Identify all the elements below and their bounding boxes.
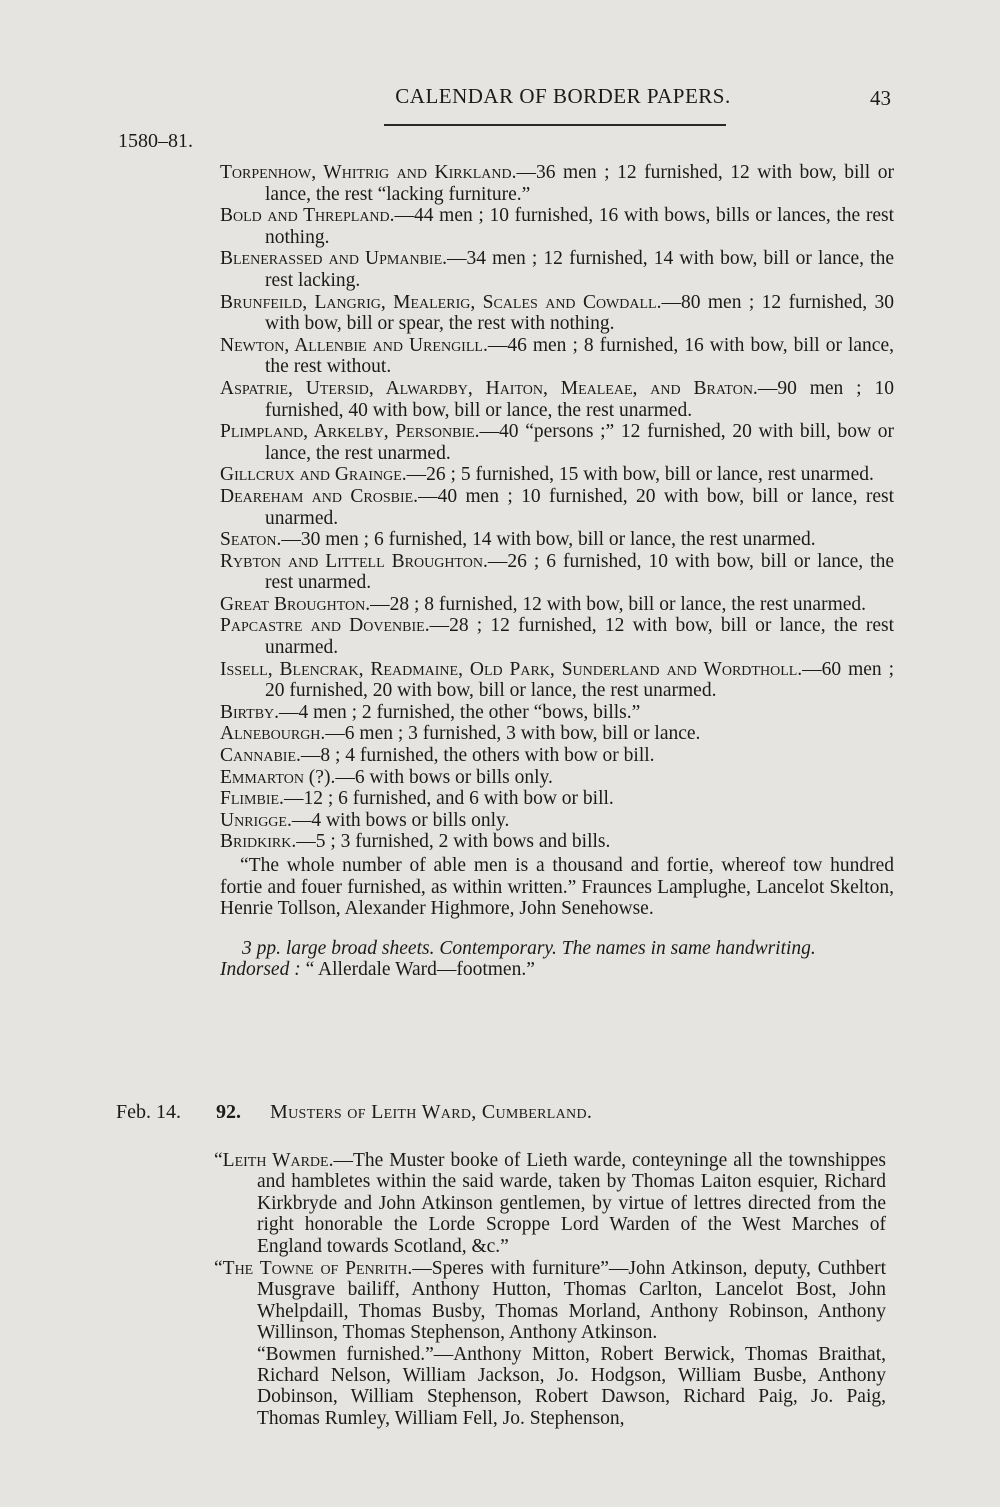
entry-place: Plimpland, Arkelby, Personbie.	[220, 421, 480, 443]
document-body	[214, 1150, 886, 1430]
entry-place: Aspatrie, Utersid, Alwardby, Haiton, Mealeae, and Braton.	[220, 377, 758, 399]
entry-place: Great Broughton.	[220, 593, 371, 615]
entry-text: —46 men ; 8 furnished, 16 with bow, bill or lance, the rest without.	[265, 334, 894, 378]
muster-entry	[220, 335, 894, 378]
entry-text: —4 with bows or bills only.	[291, 809, 510, 831]
document-number: 92.	[216, 1101, 241, 1123]
muster-entry	[220, 594, 894, 616]
entry-text: —80 men ; 12 furnished, 30 with bow, bill or spear, the rest with nothing.	[265, 291, 895, 335]
entry-text: —6 men ; 3 furnished, 3 with bow, bill or lance.	[325, 723, 701, 745]
running-title: CALENDAR OF BORDER PAPERS.	[395, 84, 731, 108]
entry-text: —5 ; 3 furnished, 2 with bows and bills.	[296, 831, 611, 853]
header-rule	[384, 124, 726, 126]
document-title: Musters of Leith Ward, Cumberland.	[270, 1101, 593, 1123]
entry-place: Papcastre and Dovenbie.	[220, 615, 430, 637]
entry-place: Newton, Allenbie and Urengill.	[220, 334, 488, 356]
entry-place: Brunfeild, Langrig, Mealerig, Scales and Cowdall.	[220, 291, 662, 313]
document-paragraph	[214, 1150, 886, 1257]
entry-text: —28 ; 8 furnished, 12 with bow, bill or lance, the rest unarmed.	[370, 593, 867, 615]
muster-entry	[220, 292, 894, 335]
muster-entry	[220, 464, 894, 486]
entries-list	[220, 162, 894, 853]
entry-text: —40 men ; 10 furnished, 20 with bow, bill or lance, rest unarmed.	[265, 485, 894, 529]
muster-entry	[220, 421, 894, 464]
paragraph-place: Leith Warde.	[222, 1150, 334, 1171]
endnote-quote: “ Allerdale Ward—footmen.”	[300, 959, 535, 981]
entry-place: Seaton.	[220, 529, 282, 551]
muster-entry	[220, 659, 894, 702]
entry-place: Birtby.	[220, 701, 280, 723]
entry-text: —26 ; 6 furnished, 10 with bow, bill or lance, the rest unarmed.	[265, 550, 894, 594]
entry-text: —40 “persons ;” 12 furnished, 20 with bill, bow or lance, the rest unarmed.	[265, 421, 894, 464]
entry-text: —34 men ; 12 furnished, 14 with bow, bill or lance, the rest lacking.	[265, 248, 895, 291]
entry-text: —30 men ; 6 furnished, 14 with bow, bill or lance, the rest unarmed.	[281, 529, 816, 551]
muster-entry	[220, 723, 894, 745]
muster-entry	[220, 702, 894, 724]
muster-entry	[220, 529, 894, 551]
entry-text: —8 ; 4 furnished, the others with bow or bill.	[300, 745, 655, 767]
entry-place: Cannabie.	[220, 745, 301, 767]
entry-text: —36 men ; 12 furnished, 12 with bow, bill or lance, the rest “lacking furniture.”	[265, 162, 894, 205]
entry-text: —26 ; 5 furnished, 15 with bow, bill or lance, rest unarmed.	[406, 464, 874, 486]
muster-entry	[220, 205, 894, 248]
entry-text: —60 men ; 20 furnished, 20 with bow, bill or lance, the rest unarmed.	[265, 658, 894, 702]
entry-place: Bridkirk.	[220, 831, 297, 853]
year-label: 1580–81.	[118, 130, 193, 152]
entry-place: Issell, Blencrak, Readmaine, Old Park, Sunderland and Wordtholl.	[220, 658, 803, 680]
muster-entry	[220, 248, 894, 291]
entry-text: —90 men ; 10 furnished, 40 with bow, bill or lance, the rest unarmed.	[265, 377, 894, 421]
closing-quote: “The whole number of able men is a thousand and fortie, whereof tow hundred fortie and fouer furnished, as within written.” Fraunces Lamplughe, Lancelot Skelton, Henrie Tollson, Alexander Highmore, John Senehowse.	[220, 855, 894, 920]
paragraph-open-quote: “	[214, 1150, 223, 1171]
entry-place: Torpenhow, Whitrig and Kirkland.	[220, 162, 517, 183]
entry-place: Flimbie.	[220, 788, 284, 810]
entry-place: Unrigge.	[220, 809, 292, 831]
paragraph-text: —The Muster booke of Lieth warde, conteyninge all the townshippes and hambletes within the said warde, taken by Thomas Laiton esquier, Richard Kirkbryde and John Atkinson gentlemen, by virtue of lettres directed from the right honorable the Lorde Scroppe Lord Warden of the West Marches of England towards Scotland, &c.”	[257, 1150, 886, 1257]
endnote-label: Indorsed :	[220, 959, 301, 981]
paragraph-place: The Towne of Penrith.	[222, 1258, 413, 1280]
endnote-description: 3 pp. large broad sheets. Contemporary. The names in same handwriting.	[242, 937, 816, 959]
page-number: 43	[870, 86, 891, 110]
entry-text: —4 men ; 2 furnished, the other “bows, bills.”	[279, 701, 641, 723]
muster-entry	[220, 788, 894, 810]
paragraph-text: —Speres with furniture”—John Atkinson, deputy, Cuthbert Musgrave bailiff, Anthony Hutton, Thomas Carlton, Lancelot Bost, John Whelpdaill, Thomas Busby, Thomas Morland, Anthony Robinson, Anthony Willinson, Thomas Stephenson, Anthony Atkinson.	[257, 1258, 886, 1344]
entry-place: Bold and Threpland.	[220, 205, 395, 227]
muster-entry	[220, 767, 894, 789]
muster-entry	[220, 831, 894, 853]
muster-entry	[220, 615, 894, 658]
muster-entry	[220, 486, 894, 529]
muster-entry	[220, 162, 894, 205]
entry-place: Emmarton (?).	[220, 766, 336, 788]
paragraph-continuation: “Bowmen furnished.”—Anthony Mitton, Robert Berwick, Thomas Braithat, Richard Nelson, William Jackson, Jo. Hodgson, William Busbe, Anthony Dobinson, William Stephenson, Robert Dawson, Richard Paig, Jo. Paig, Thomas Rumley, William Fell, Jo. Stephenson,	[257, 1343, 886, 1429]
muster-entry	[220, 810, 894, 832]
muster-entry	[220, 378, 894, 421]
entry-place: Gillcrux and Grainge.	[220, 464, 407, 486]
entry-place: Rybton and Littell Broughton.	[220, 550, 488, 572]
entry-place: Blenerassed and Upmanbie.	[220, 248, 448, 270]
entry-text: —6 with bows or bills only.	[335, 766, 553, 788]
endnote	[220, 938, 894, 981]
paragraphs-list	[214, 1150, 886, 1429]
muster-entries	[220, 162, 894, 981]
document-date: Feb. 14.	[116, 1101, 181, 1123]
entry-place: Alnebourgh.	[220, 723, 326, 745]
muster-entry	[220, 745, 894, 767]
entry-text: —28 ; 12 furnished, 12 with bow, bill or lance, the rest unarmed.	[265, 615, 894, 659]
muster-entry	[220, 551, 894, 594]
entry-text: —44 men ; 10 furnished, 16 with bows, bills or lances, the rest nothing.	[265, 205, 895, 248]
entry-place: Deareham and Crosbie.	[220, 485, 419, 507]
entry-text: —12 ; 6 furnished, and 6 with bow or bill.	[283, 788, 614, 810]
document-paragraph	[214, 1258, 886, 1429]
paragraph-open-quote: “	[214, 1258, 223, 1280]
